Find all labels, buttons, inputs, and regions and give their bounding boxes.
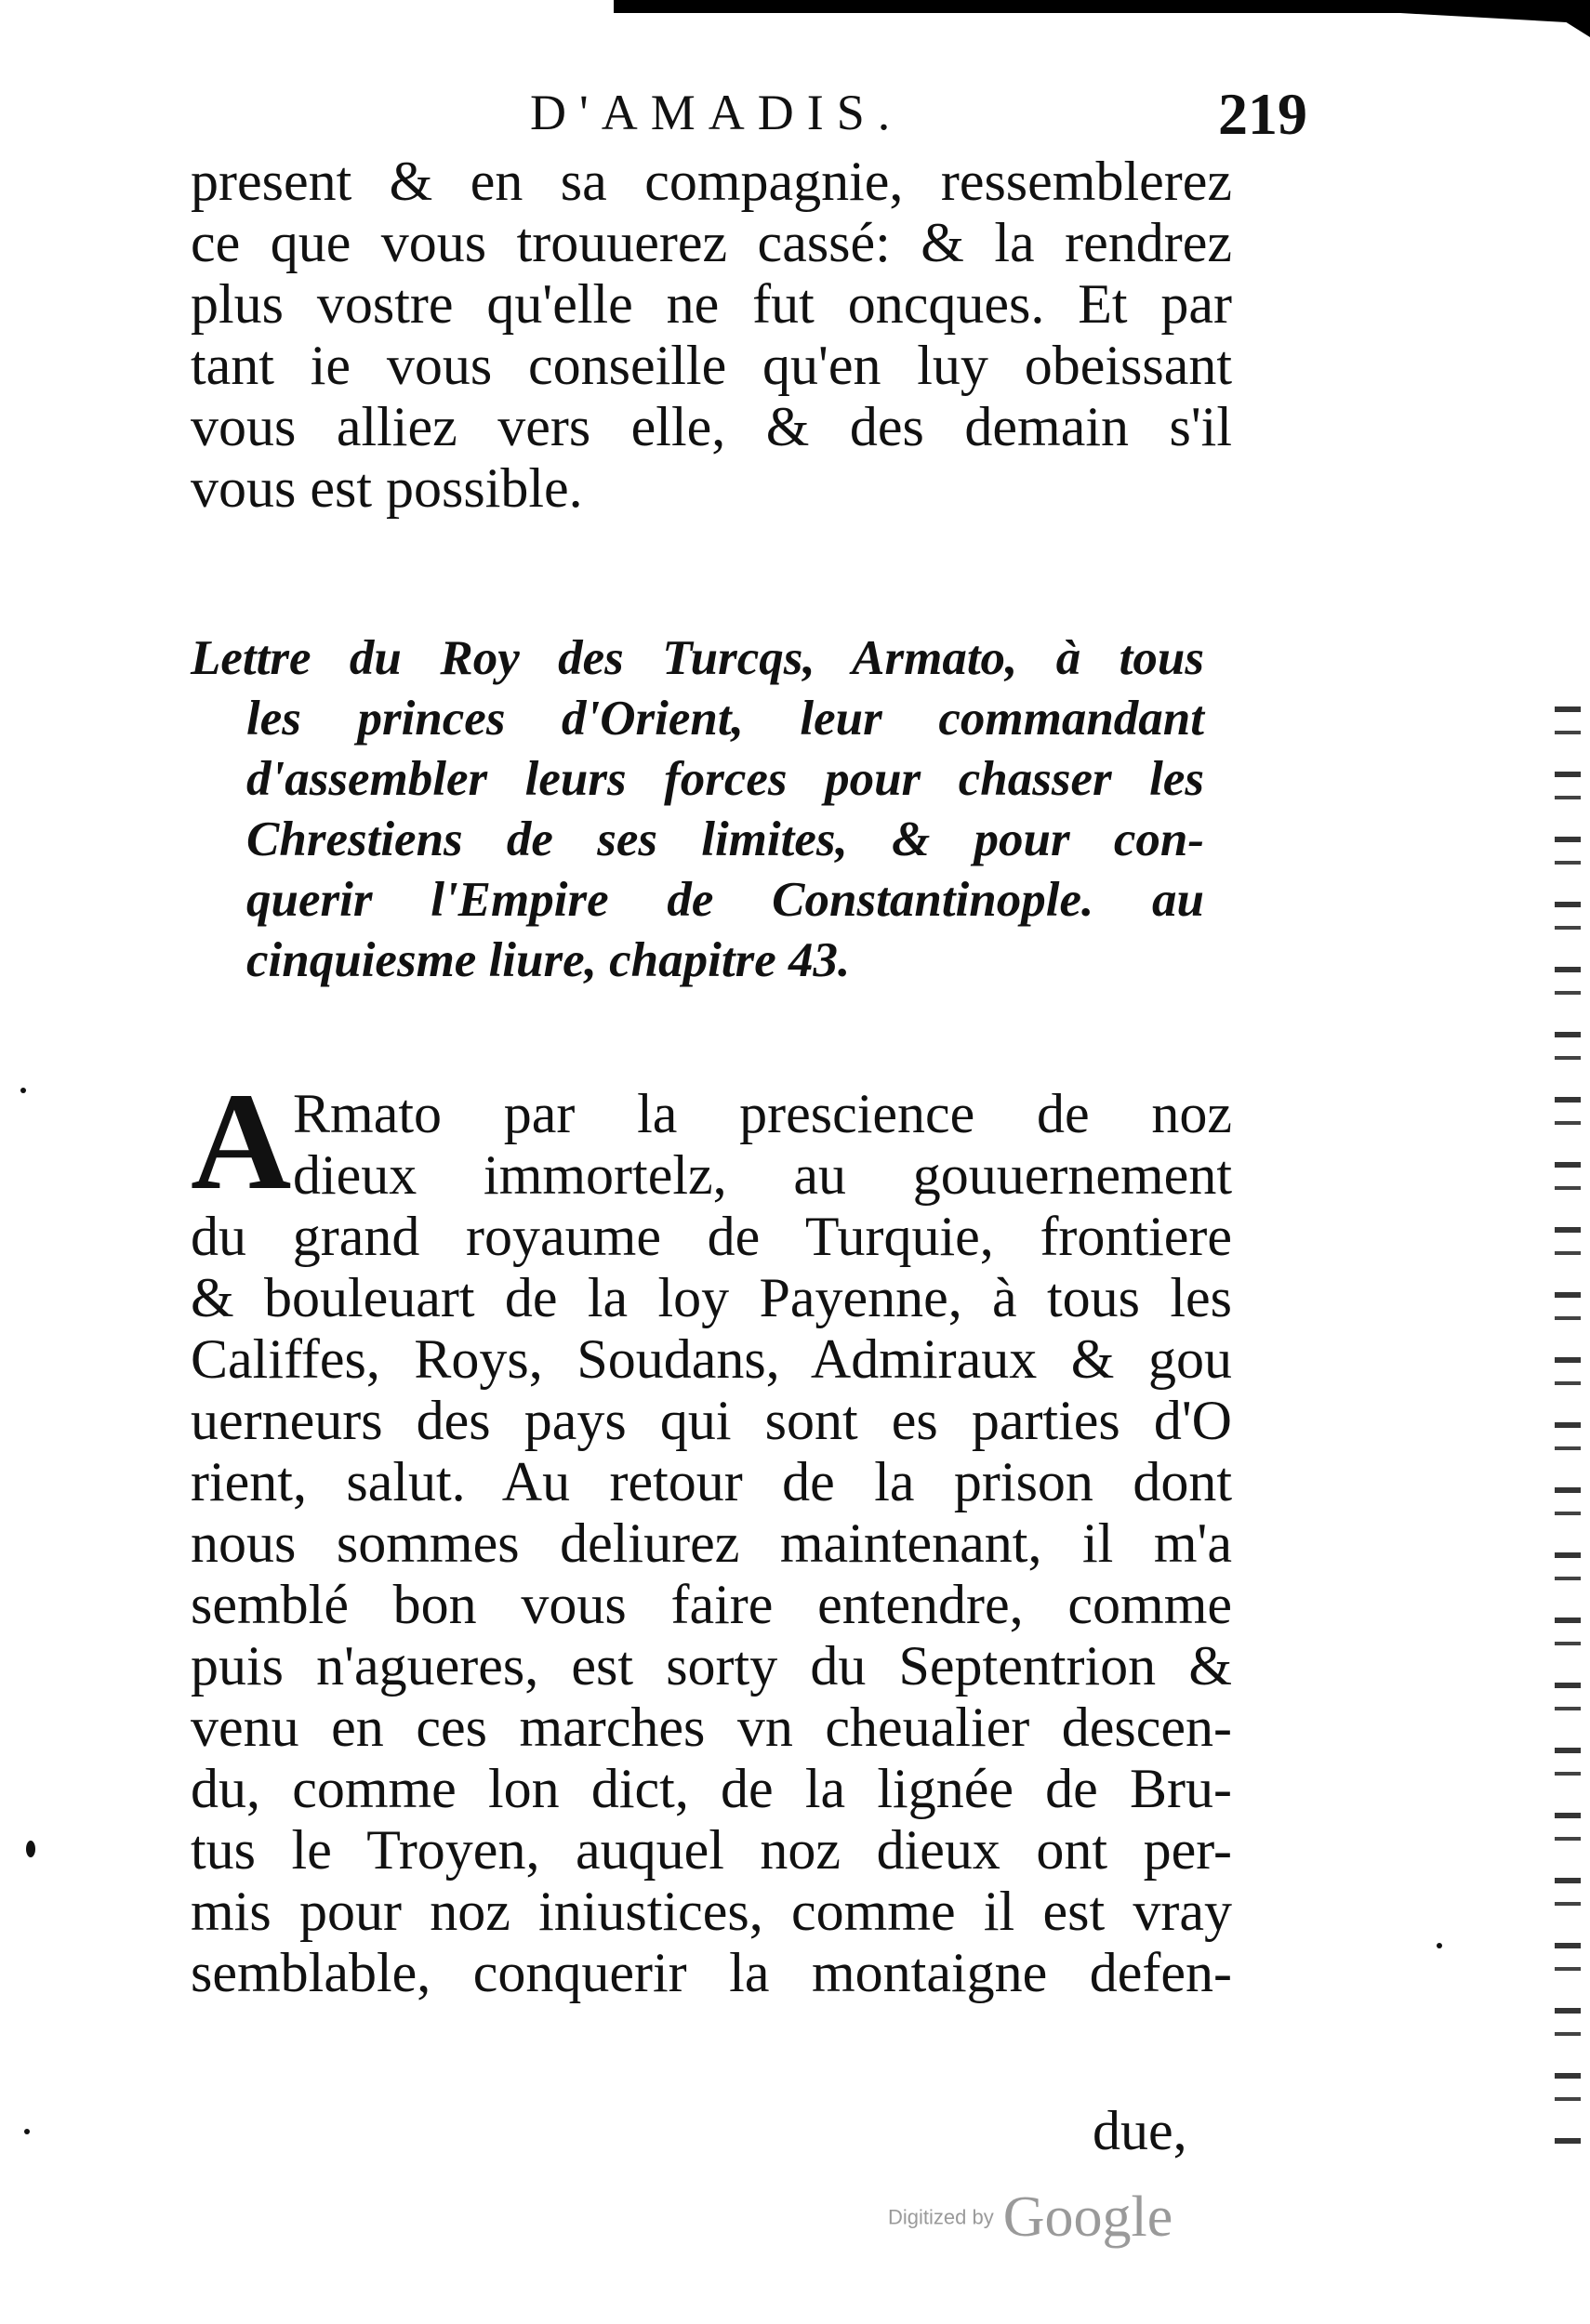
scan-speck — [20, 1088, 26, 1093]
watermark-prefix: Digitized by — [888, 2205, 994, 2229]
text-line: Califfes, Roys, Soudans, Admiraux & gou — [191, 1328, 1232, 1390]
text-line: tus le Troyen, auquel noz dieux ont per- — [191, 1819, 1232, 1881]
text-line: & bouleuart de la loy Payenne, à tous les — [191, 1267, 1232, 1328]
heading-line: d'assembler leurs forces pour chasser les — [246, 752, 1204, 806]
text-line: semblable, conquerir la montaigne defen- — [191, 1942, 1232, 2003]
text-line: du, comme lon dict, de la lignée de Bru- — [191, 1758, 1232, 1819]
catchword: due, — [1093, 2100, 1187, 2161]
running-head: D'AMADIS. — [530, 85, 904, 140]
text-line: nous sommes deliurez maintenant, il m'a — [191, 1512, 1232, 1574]
page-header — [0, 81, 1590, 158]
text-line: plus vostre qu'elle ne fut oncques. Et par — [191, 273, 1232, 335]
heading-line: Lettre du Roy des Turcqs, Armato, à tous — [191, 631, 1204, 685]
text-line: du grand royaume de Turquie, frontiere — [191, 1206, 1232, 1267]
scan-speck — [1437, 1943, 1442, 1948]
text-line: present & en sa compagnie, ressemblerez — [191, 151, 1232, 212]
heading-line: Chrestiens de ses limites, & pour con- — [246, 812, 1204, 866]
section-heading — [191, 628, 1204, 991]
drop-cap: A — [191, 1064, 292, 1219]
text-line: vous alliez vers elle, & des demain s'il — [191, 396, 1232, 457]
text-line: uerneurs des pays qui sont es parties d'O — [191, 1390, 1232, 1451]
google-logo: Google — [1002, 2185, 1173, 2249]
scan-speck — [24, 2129, 30, 2134]
text-line: mis pour noz iniustices, comme il est vray — [191, 1881, 1232, 1942]
paragraph-continuation — [191, 151, 1232, 519]
text-line: semblé bon vous faire entendre, comme — [191, 1574, 1232, 1635]
text-line: ce que vous trouuerez cassé: & la rendrez — [191, 212, 1232, 273]
text-line: Rmato par la prescience de noz — [293, 1083, 1232, 1144]
text-line: dieux immortelz, au gouuernement — [293, 1144, 1232, 1206]
heading-line: cinquiesme liure, chapitre 43. — [246, 933, 851, 987]
text-line: venu en ces marches vn cheualier descen- — [191, 1697, 1232, 1758]
scan-speck — [26, 1841, 35, 1857]
digitized-watermark — [888, 2185, 1173, 2251]
letter-paragraph — [191, 1083, 1232, 2003]
text-line: tant ie vous conseille qu'en luy obeissant — [191, 335, 1232, 396]
heading-line: les princes d'Orient, leur commandant — [246, 692, 1204, 746]
text-line: vous est possible. — [191, 457, 583, 519]
scan-edge-right — [1555, 706, 1581, 2157]
page-number: 219 — [1218, 81, 1307, 147]
text-line: rient, salut. Au retour de la prison dont — [191, 1451, 1232, 1512]
heading-line: querir l'Empire de Constantinople. au — [246, 873, 1204, 927]
text-line: puis n'agueres, est sorty du Septentrion & — [191, 1635, 1232, 1697]
